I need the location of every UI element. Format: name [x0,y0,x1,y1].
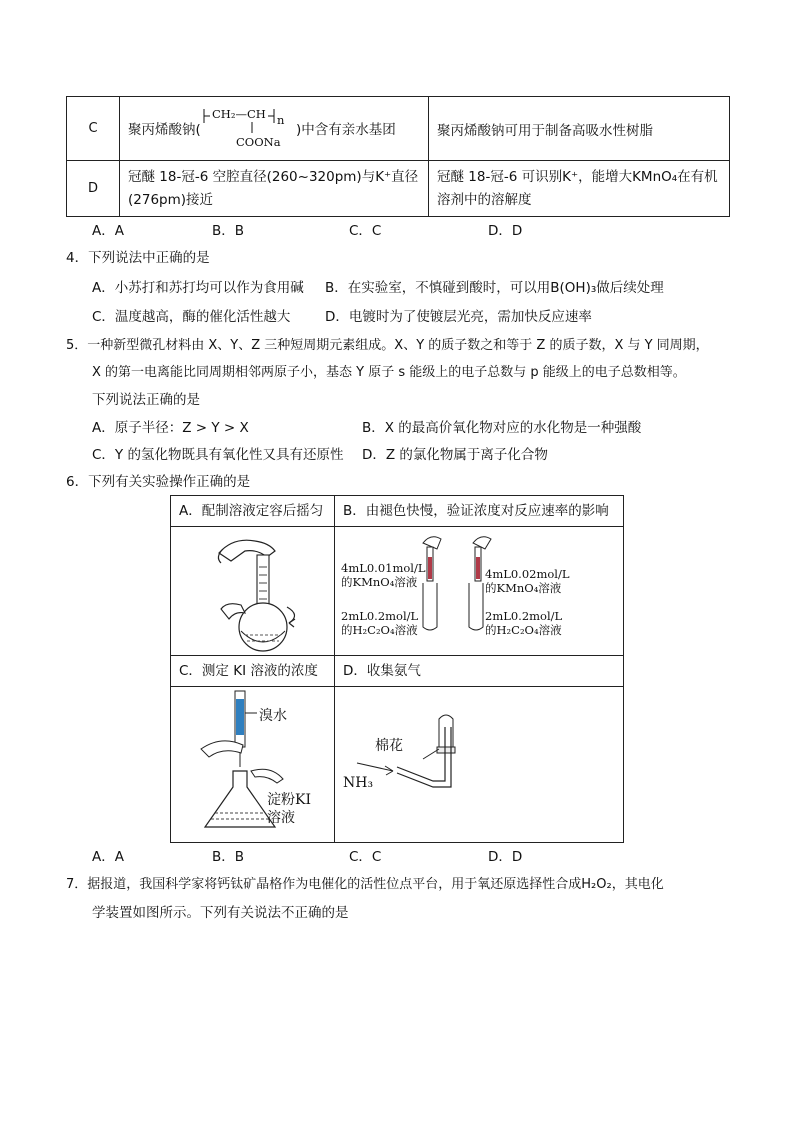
ammonia-collection-figure [335,686,623,842]
q6-row-top [171,496,624,656]
q5-stem-line1: 5．一种新型微孔材料由 X、Y、Z 三种短周期元素组成。X、Y 的质子数之和等于 Z 的质子数，X 与 Y 同周期， [66,338,709,353]
q3-option-a: A．A [92,223,124,239]
b-left-top-label [341,561,425,589]
q6-option-a: A．A [92,849,124,865]
starch-ki-label [267,791,311,827]
q6-cell-c [171,656,335,843]
q3-d-left-line2: (276pm)接近 [128,191,214,208]
q6-cell-b [335,496,624,656]
b-right-bot-line1: 2mL0.2mol/L [485,609,563,623]
q5-option-c: C．Y 的氢化物既具有氧化性又具有还原性 [92,447,344,463]
q3-option-c: C．C [349,223,382,239]
starch-ki-line2: 溶液 [267,810,295,826]
q6-cell-d-title: D．收集氨气 [343,663,421,679]
q6-cell-c-title: C．测定 KI 溶液的浓度 [179,663,318,679]
polymer-n: n [277,113,285,127]
q6-stem: 6．下列有关实验操作正确的是 [66,474,251,490]
q5-option-d: D．Z 的氯化物属于离子化合物 [362,447,548,463]
q3-row-d-label: D [67,161,120,217]
b-left-bot-line1: 2mL0.2mol/L [341,609,419,623]
b-right-top-line2: 的KMnO₄溶液 [485,581,562,595]
ammonia-tube-svg [335,687,625,842]
q3-row-c-label: C [67,97,120,161]
q5-option-a: A．原子半径：Z > Y > X [92,420,249,436]
b-right-bot-line2: 的H₂C₂O₄溶液 [485,623,562,637]
q4-option-a: A．小苏打和苏打均可以作为食用碱 [92,280,304,296]
volumetric-flask-figure [171,526,334,655]
q7-stem-line2: 学装置如图所示。下列有关说法不正确的是 [92,905,349,921]
q6-option-b: B．B [212,849,245,865]
b-left-top-line2: 的KMnO₄溶液 [341,575,418,589]
q3-d-left-line1: 冠醚 18-冠-6 空腔直径(260~320pm)与K⁺直径 [128,168,419,185]
cotton-label: 棉花 [375,738,403,754]
q3-row-c [67,97,730,161]
q3-row-c-right: 聚丙烯酸钠可用于制备高吸水性树脂 [429,97,730,161]
q5-stem-line3: 下列说法正确的是 [92,392,200,408]
nh3-label: NH₃ [343,775,374,791]
kmno4-figure [335,526,623,655]
q5-option-b: B．X 的最高价氧化物对应的水化物是一种强酸 [362,420,642,436]
q6-option-d: D．D [488,849,523,865]
q7-stem-line1: 7．据报道，我国科学家将钙钛矿晶格作为电催化的活性位点平台，用于氧还原选择性合成H₂O₂，其电化 [66,877,664,892]
q6-row-bottom [171,656,624,843]
q4-option-c: C．温度越高，酶的催化活性越大 [92,309,291,325]
q4-option-b: B．在实验室，不慎碰到酸时，可以用B(OH)₃做后续处理 [325,280,664,296]
q3-option-d: D．D [488,223,523,239]
polymer-formula [202,99,300,155]
q6-cell-d [335,656,624,843]
b-right-bottom-label [485,609,562,637]
b-left-bottom-label [341,609,418,637]
polymer-coona: COONa [236,135,281,149]
titration-figure [171,686,334,842]
q3-c-left-post: )中含有亲水基团 [296,122,396,138]
q3-row-d-left [120,161,429,217]
q4-stem: 4．下列说法中正确的是 [66,250,210,266]
q6-table [170,495,624,843]
q3-c-left-pre: 聚丙烯酸钠( [128,122,201,138]
q3-option-b: B．B [212,223,245,239]
q6-cell-a [171,496,335,656]
q3-row-d-right [429,161,730,217]
q6-option-c: C．C [349,849,382,865]
q3-d-right-line1: 冠醚 18-冠-6 可识别K⁺，能增大KMnO₄在有机 [437,168,718,185]
b-right-top-line1: 4mL0.02mol/L [485,567,570,581]
b-left-top-line1: 4mL0.01mol/L [341,561,426,575]
polymer-chain: CH₂—CH [212,107,266,121]
starch-ki-line1: 淀粉KI [267,792,311,808]
b-right-top-label [485,567,569,595]
q3-table [66,96,730,217]
q6-cell-a-title: A．配制溶液定容后摇匀 [179,503,324,519]
q3-d-right-line2: 溶剂中的溶解度 [437,191,532,208]
q6-cell-b-title: B．由褪色快慢，验证浓度对反应速率的影响 [343,503,609,519]
q5-stem-line2: X 的第一电离能比同周期相邻两原子小，基态 Y 原子 s 能级上的电子总数与 p 能级上的电子总数相等。 [92,365,686,380]
q3-row-d [67,161,730,217]
q4-option-d: D．电镀时为了使镀层光亮，需加快反应速率 [325,309,592,325]
b-left-bot-line2: 的H₂C₂O₄溶液 [341,623,418,637]
flask-shake-svg [171,527,334,655]
bromine-water-label: 溴水 [259,708,287,724]
q3-row-c-left [120,97,429,161]
